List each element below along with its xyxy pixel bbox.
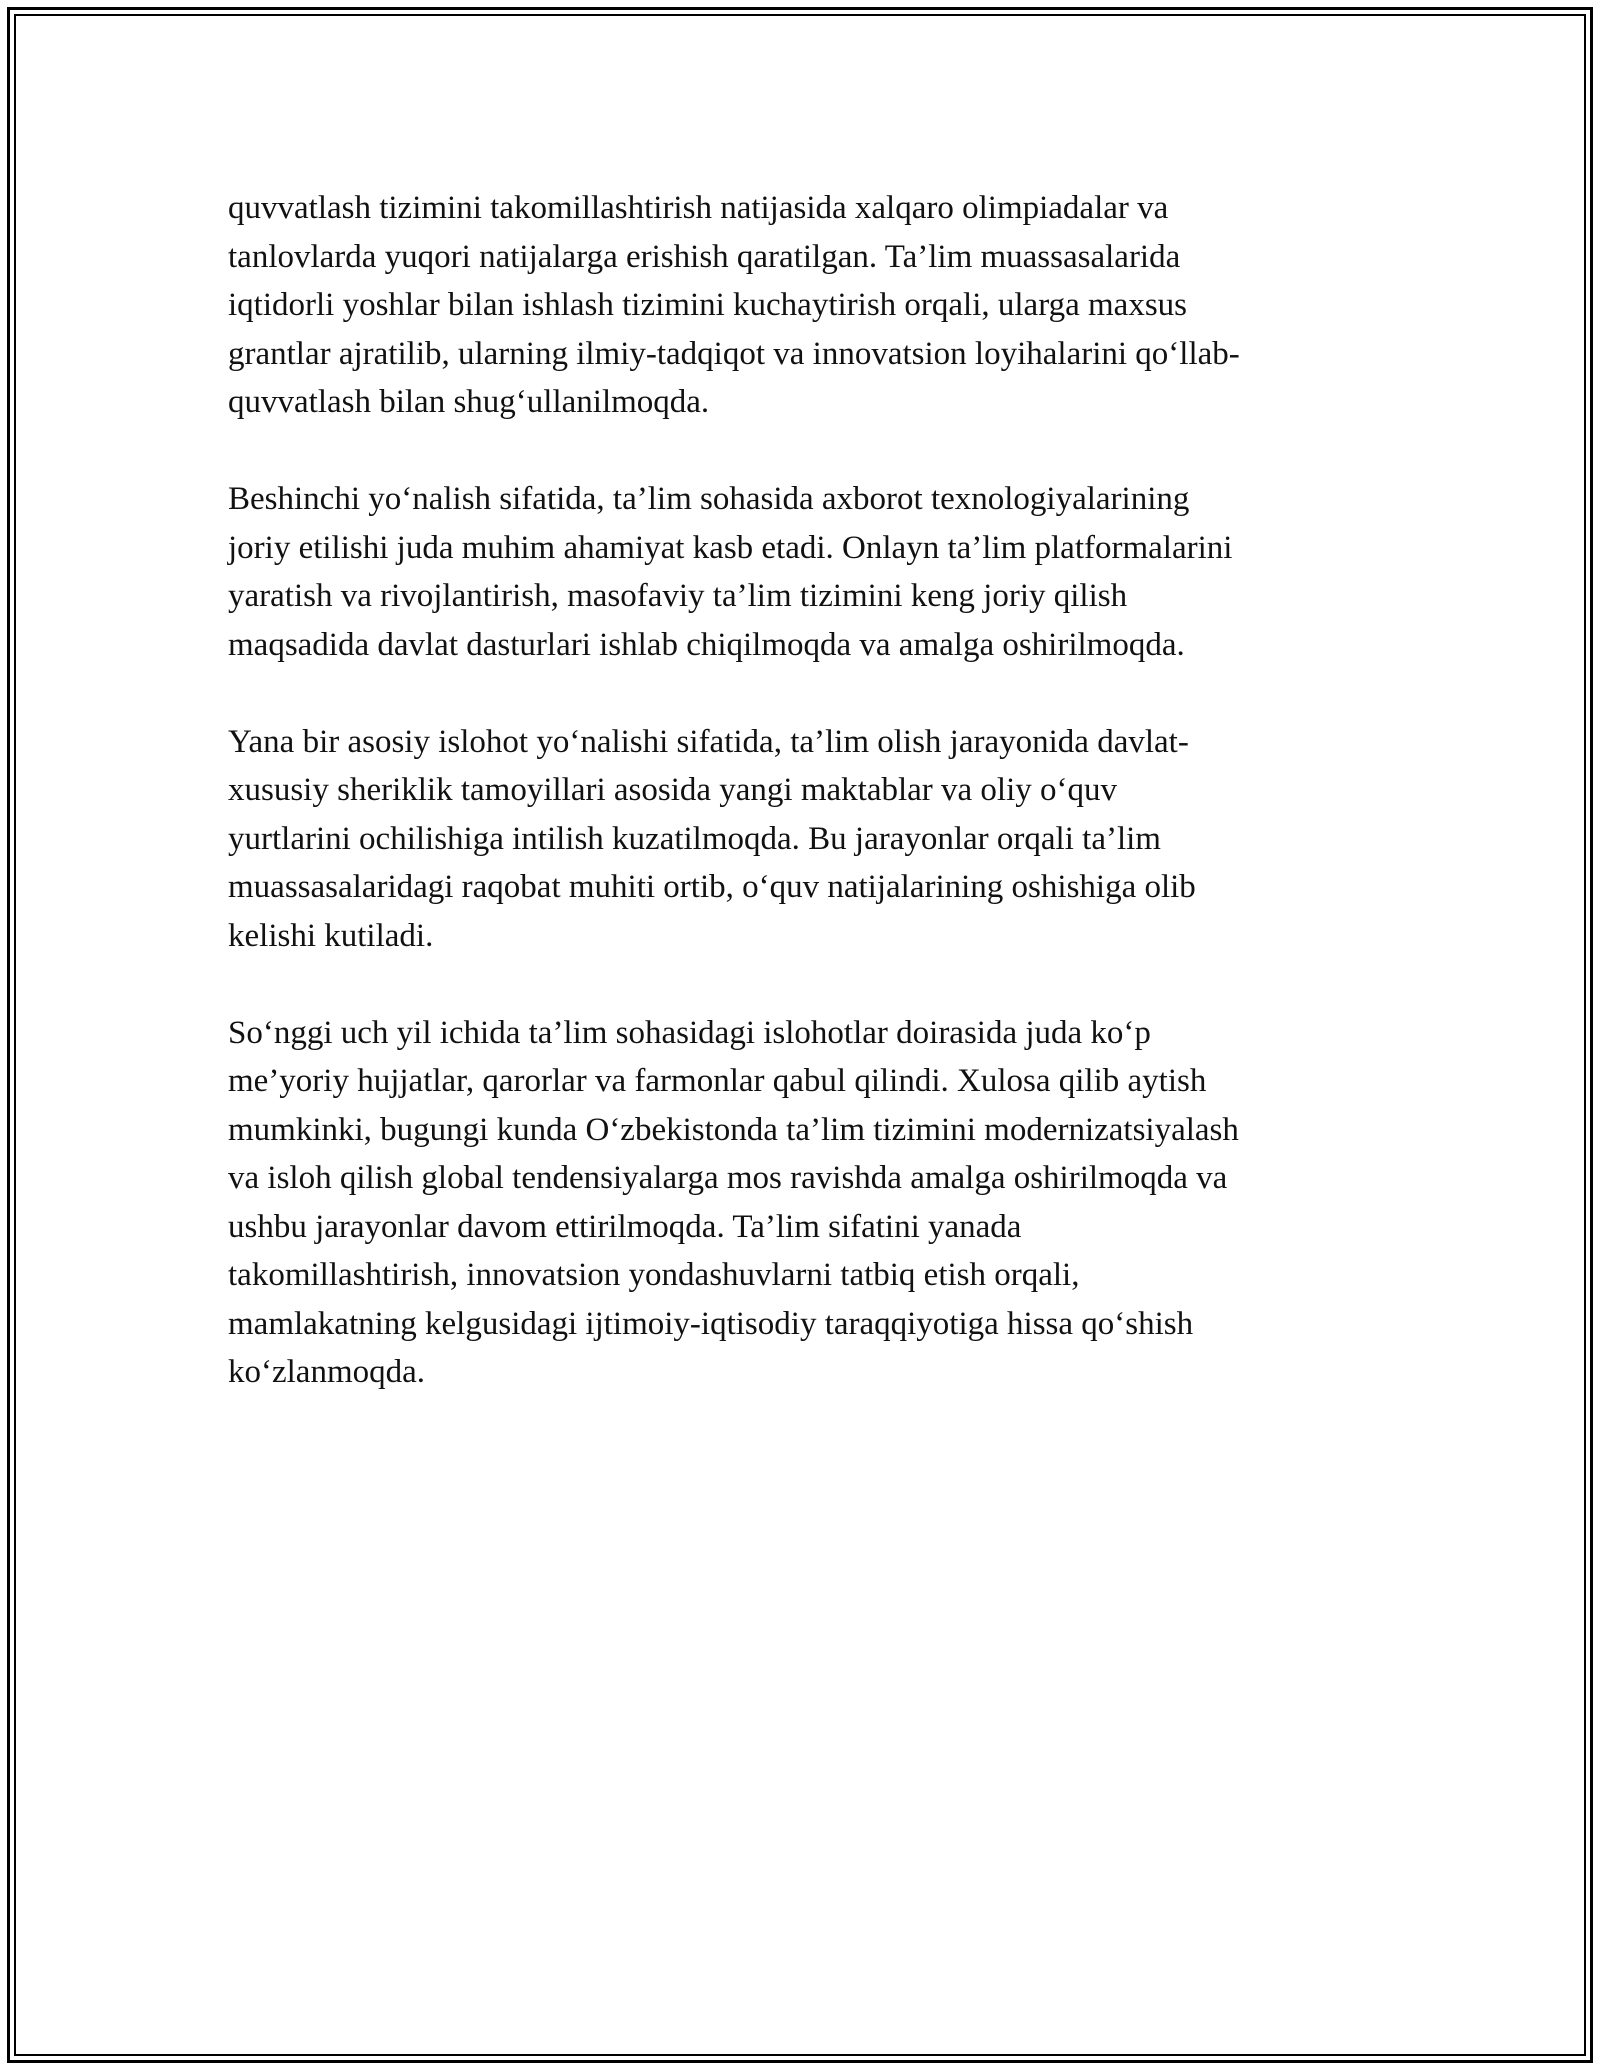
text-line: muassasalaridagi raqobat muhiti ortib, o‘quv natijalarining oshishiga olib bbox=[228, 869, 1196, 905]
text-line: yurtlarini ochilishiga intilish kuzatilmoqda. Bu jarayonlar orqali ta’lim bbox=[228, 820, 1161, 857]
text-line: takomillashtirish, innovatsion yondashuvlarni tatbiq etish orqali, bbox=[228, 1257, 1080, 1293]
text-line: ushbu jarayonlar davom ettirilmoqda. Ta’lim sifatini yanada bbox=[228, 1208, 1022, 1245]
text-line: Beshinchi yo‘nalish sifatida, ta’lim sohasida axborot texnologiyalarining bbox=[228, 481, 1190, 517]
text-line: So‘nggi uch yil ichida ta’lim sohasidagi islohotlar doirasida juda ko‘p bbox=[228, 1014, 1151, 1051]
text-line: maqsadida davlat dasturlari ishlab chiqilmoqda va amalga oshirilmoqda. bbox=[228, 626, 1185, 663]
text-line: grantlar ajratilib, ularning ilmiy-tadqiqot va innovatsion loyihalarini qo‘llab- bbox=[228, 335, 1240, 372]
text-line: ko‘zlanmoqda. bbox=[228, 1354, 426, 1390]
text-line: xususiy sheriklik tamoyillari asosida yangi maktablar va oliy o‘quv bbox=[228, 772, 1118, 808]
document-body bbox=[228, 184, 1388, 1445]
text-line: iqtidorli yoshlar bilan ishlash tizimini kuchaytirish orqali, ularga maxsus bbox=[228, 287, 1187, 323]
text-line: mamlakatning kelgusidagi ijtimoiy-iqtisodiy taraqqiyotiga hissa qo‘shish bbox=[228, 1305, 1194, 1342]
text-line: me’yoriy hujjatlar, qarorlar va farmonlar qabul qilindi. Xulosa qilib aytish bbox=[228, 1063, 1207, 1099]
text-line: tanlovlarda yuqori natijalarga erishish qaratilgan. Ta’lim muassasalarida bbox=[228, 238, 1181, 275]
paragraph-3 bbox=[228, 718, 1388, 961]
text-line: quvvatlash tizimini takomillashtirish natijasida xalqaro olimpiadalar va bbox=[228, 190, 1169, 226]
text-line: kelishi kutiladi. bbox=[228, 917, 434, 954]
paragraph-1 bbox=[228, 184, 1388, 427]
text-line: joriy etilishi juda muhim ahamiyat kasb etadi. Onlayn ta’lim platformalarini bbox=[228, 529, 1233, 566]
text-line: quvvatlash bilan shug‘ullanilmoqda. bbox=[228, 384, 710, 420]
text-line: mumkinki, bugungi kunda O‘zbekistonda ta’lim tizimini modernizatsiyalash bbox=[228, 1111, 1239, 1148]
paragraph-4 bbox=[228, 1009, 1388, 1397]
paragraph-2 bbox=[228, 475, 1388, 669]
text-line: yaratish va rivojlantirish, masofaviy ta’lim tizimini keng joriy qilish bbox=[228, 578, 1128, 614]
text-line: va isloh qilish global tendensiyalarga mos ravishda amalga oshirilmoqda va bbox=[228, 1160, 1228, 1196]
text-line: Yana bir asosiy islohot yo‘nalishi sifatida, ta’lim olish jarayonida davlat- bbox=[228, 723, 1189, 760]
